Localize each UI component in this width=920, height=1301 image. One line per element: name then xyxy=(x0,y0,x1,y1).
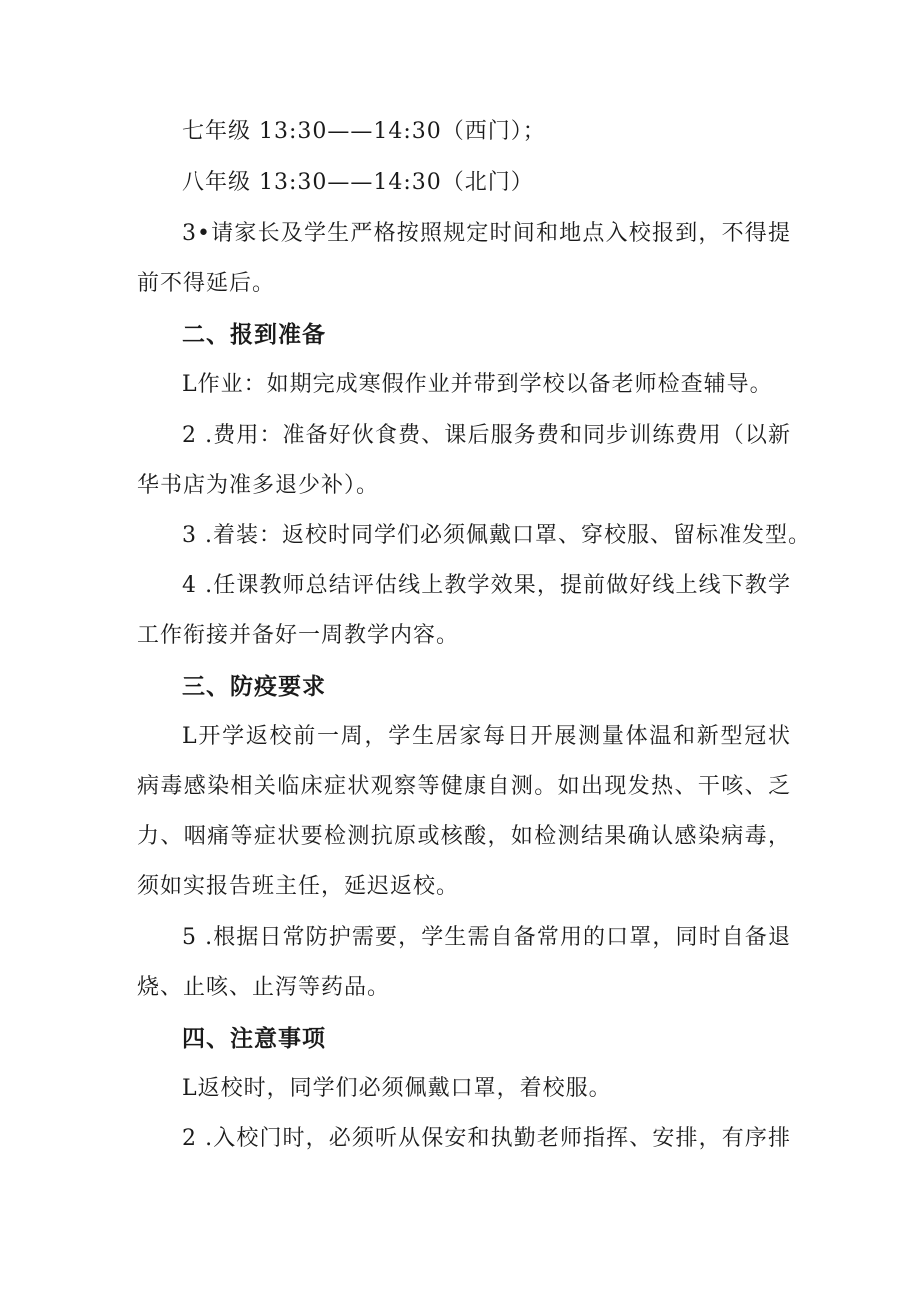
paragraph-line: 力、咽痛等症状要检测抗原或核酸，如检测结果确认感染病毒， xyxy=(137,824,791,849)
schedule-grade7: 七年级 13:30——14:30（西门）； xyxy=(182,119,546,144)
list-item: 5 .根据日常防护需要，学生需自备常用的口罩，同时自备退 xyxy=(182,925,791,950)
paragraph-line: 病毒感染相关临床症状观察等健康自测。如出现发热、干咳、乏 xyxy=(137,774,791,799)
paragraph-line: 3•请家长及学生严格按照规定时间和地点入校报到，不得提 xyxy=(182,221,791,246)
paragraph-line: 烧、止咳、止泻等药品。 xyxy=(137,975,391,1000)
list-item: 3 .着装：返校时同学们必须佩戴口罩、穿校服、留标准发型。 xyxy=(182,523,811,548)
list-item: 4 .任课教师总结评估线上教学效果，提前做好线上线下教学 xyxy=(182,573,791,598)
list-item: 2 .入校门时，必须听从保安和执勤老师指挥、安排，有序排 xyxy=(182,1126,791,1151)
list-item: L返校时，同学们必须佩戴口罩，着校服。 xyxy=(182,1076,612,1101)
paragraph-line: 前不得延后。 xyxy=(137,271,276,296)
list-item: L作业：如期完成寒假作业并带到学校以备老师检查辅导。 xyxy=(182,372,773,397)
section-heading-prevention: 三、防疫要求 xyxy=(182,674,326,700)
paragraph-line: 须如实报告班主任，延迟返校。 xyxy=(137,874,460,899)
list-item: L开学返校前一周，学生居家每日开展测量体温和新型冠状 xyxy=(182,724,791,749)
section-heading-notes: 四、注意事项 xyxy=(182,1026,326,1052)
section-heading-preparation: 二、报到准备 xyxy=(182,322,326,348)
paragraph-line: 华书店为准多退少补）。 xyxy=(137,473,380,498)
list-item: 2 .费用：准备好伙食费、课后服务费和同步训练费用（以新 xyxy=(182,423,791,448)
paragraph-line: 工作衔接并备好一周教学内容。 xyxy=(137,623,460,648)
schedule-grade8: 八年级 13:30——14:30（北门） xyxy=(182,170,534,195)
